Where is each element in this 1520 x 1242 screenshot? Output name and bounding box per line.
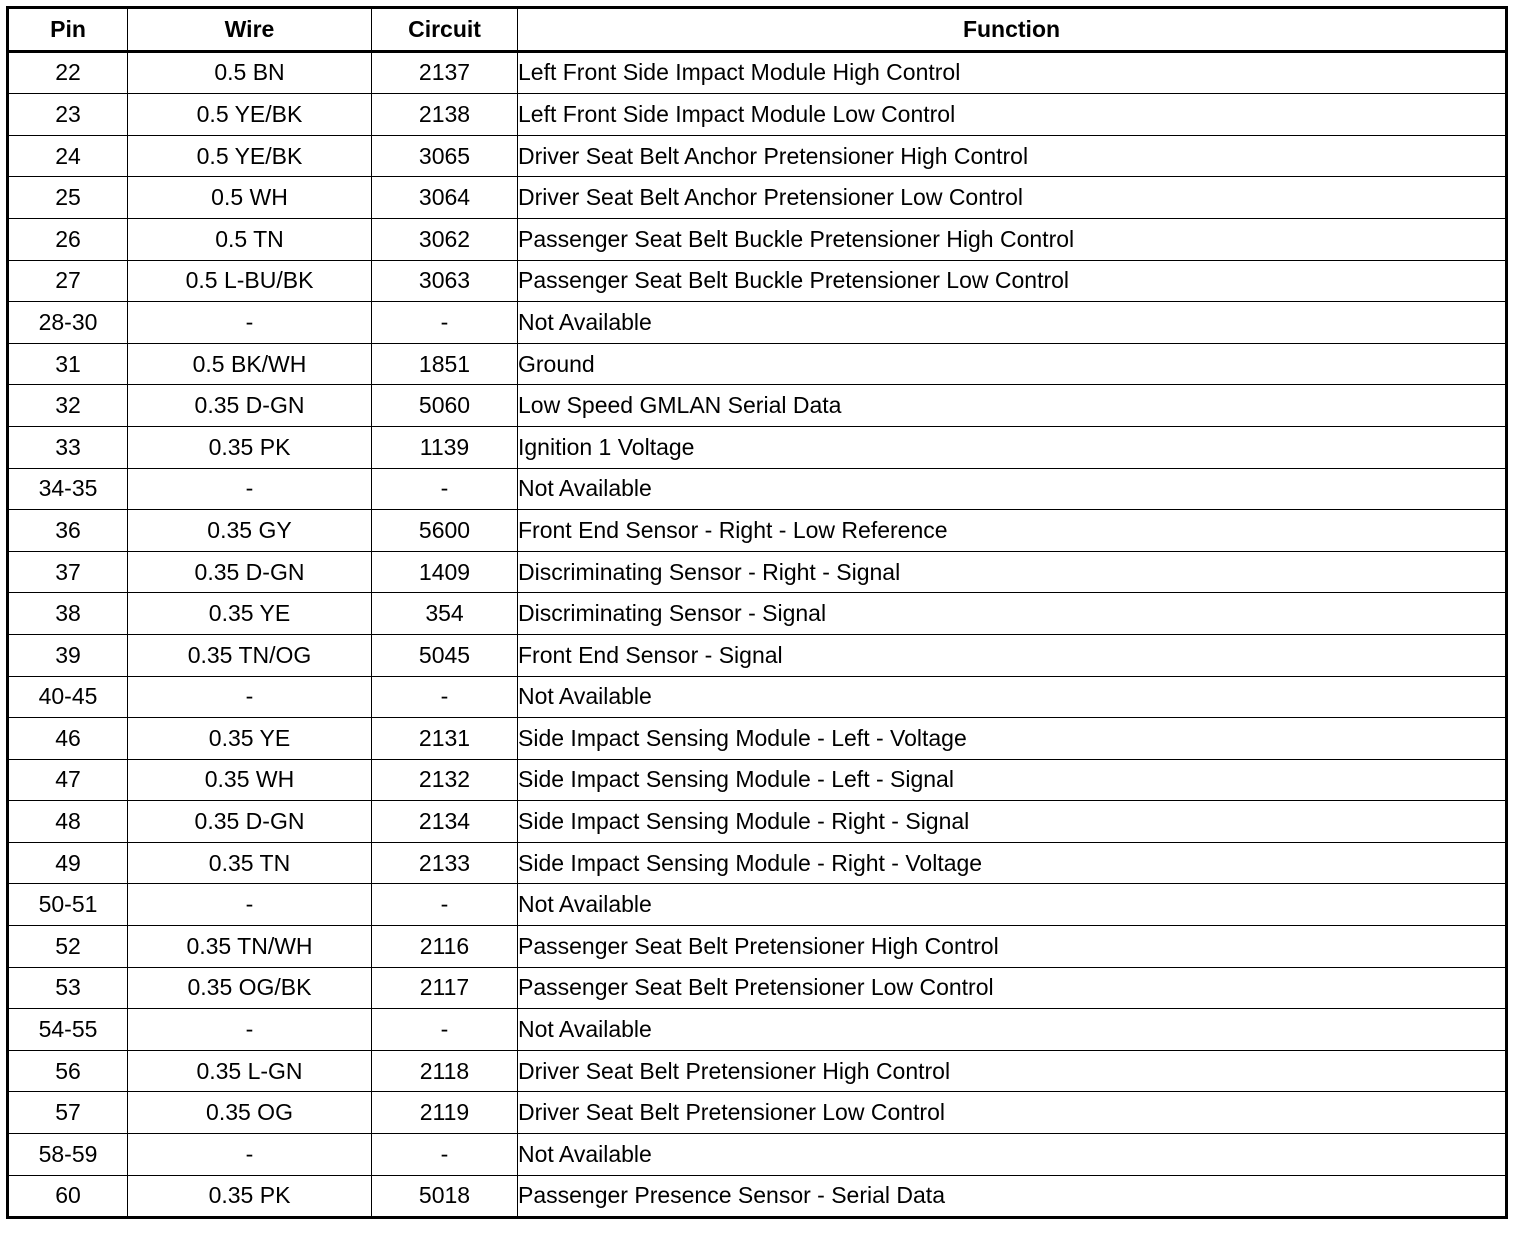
cell-pin: 57 [8,1092,128,1134]
cell-function: Front End Sensor - Right - Low Reference [518,510,1507,552]
cell-circuit: 2138 [372,94,518,136]
cell-pin: 32 [8,385,128,427]
cell-circuit: - [372,468,518,510]
cell-function: Driver Seat Belt Anchor Pretensioner Low Control [518,177,1507,219]
table-row [8,1009,1507,1051]
cell-pin: 56 [8,1050,128,1092]
cell-circuit: 2132 [372,759,518,801]
cell-wire: 0.5 YE/BK [128,135,372,177]
table-row [8,676,1507,718]
cell-circuit: 3063 [372,260,518,302]
cell-pin: 38 [8,593,128,635]
table-row [8,1175,1507,1218]
cell-circuit: 5018 [372,1175,518,1218]
cell-function: Not Available [518,676,1507,718]
table-row [8,302,1507,344]
cell-circuit: 2118 [372,1050,518,1092]
table-row [8,51,1507,94]
cell-pin: 26 [8,218,128,260]
cell-function: Driver Seat Belt Anchor Pretensioner High Control [518,135,1507,177]
table-row [8,135,1507,177]
header-row [8,8,1507,52]
cell-wire: 0.35 D-GN [128,551,372,593]
cell-wire: 0.35 PK [128,1175,372,1218]
table-row [8,1134,1507,1176]
cell-circuit: 5060 [372,385,518,427]
cell-wire: 0.35 L-GN [128,1050,372,1092]
cell-function: Side Impact Sensing Module - Right - Signal [518,801,1507,843]
cell-function: Side Impact Sensing Module - Left - Signal [518,759,1507,801]
cell-wire: 0.35 WH [128,759,372,801]
cell-pin: 54-55 [8,1009,128,1051]
table-row [8,260,1507,302]
cell-circuit: 354 [372,593,518,635]
cell-wire: 0.35 TN [128,842,372,884]
cell-wire: 0.35 D-GN [128,385,372,427]
cell-function: Ignition 1 Voltage [518,426,1507,468]
cell-wire: 0.35 TN/OG [128,634,372,676]
cell-pin: 46 [8,718,128,760]
cell-wire: 0.35 OG [128,1092,372,1134]
cell-pin: 47 [8,759,128,801]
cell-circuit: - [372,676,518,718]
cell-circuit: 1409 [372,551,518,593]
table-body [8,51,1507,1218]
cell-wire: 0.5 L-BU/BK [128,260,372,302]
cell-circuit: - [372,884,518,926]
cell-wire: - [128,884,372,926]
table-row [8,1092,1507,1134]
cell-function: Front End Sensor - Signal [518,634,1507,676]
cell-pin: 48 [8,801,128,843]
table-row [8,842,1507,884]
connector-pinout-table [6,6,1508,1219]
cell-pin: 22 [8,51,128,94]
cell-wire: 0.35 GY [128,510,372,552]
cell-function: Driver Seat Belt Pretensioner Low Control [518,1092,1507,1134]
table-row [8,593,1507,635]
cell-circuit: 2131 [372,718,518,760]
cell-wire: 0.35 YE [128,718,372,760]
cell-function: Not Available [518,1009,1507,1051]
header-pin: Pin [8,8,128,52]
cell-circuit: 2119 [372,1092,518,1134]
cell-function: Discriminating Sensor - Signal [518,593,1507,635]
cell-function: Ground [518,343,1507,385]
cell-pin: 23 [8,94,128,136]
cell-circuit: - [372,1134,518,1176]
cell-wire: 0.35 TN/WH [128,926,372,968]
cell-function: Passenger Seat Belt Buckle Pretensioner Low Control [518,260,1507,302]
cell-function: Left Front Side Impact Module High Control [518,51,1507,94]
cell-circuit: 2116 [372,926,518,968]
cell-wire: - [128,1009,372,1051]
table-row [8,426,1507,468]
table-row [8,94,1507,136]
cell-pin: 24 [8,135,128,177]
cell-pin: 36 [8,510,128,552]
cell-pin: 52 [8,926,128,968]
cell-circuit: 2134 [372,801,518,843]
cell-pin: 33 [8,426,128,468]
cell-circuit: 2133 [372,842,518,884]
table-row [8,551,1507,593]
cell-function: Not Available [518,1134,1507,1176]
cell-wire: 0.35 YE [128,593,372,635]
cell-function: Side Impact Sensing Module - Right - Voltage [518,842,1507,884]
table-row [8,759,1507,801]
cell-circuit: 3062 [372,218,518,260]
cell-pin: 58-59 [8,1134,128,1176]
cell-circuit: 5045 [372,634,518,676]
cell-circuit: - [372,1009,518,1051]
cell-function: Driver Seat Belt Pretensioner High Control [518,1050,1507,1092]
cell-circuit: 1139 [372,426,518,468]
cell-pin: 53 [8,967,128,1009]
header-wire: Wire [128,8,372,52]
table-row [8,926,1507,968]
cell-circuit: 2137 [372,51,518,94]
cell-function: Passenger Seat Belt Pretensioner High Control [518,926,1507,968]
table-row [8,884,1507,926]
cell-circuit: 5600 [372,510,518,552]
cell-pin: 49 [8,842,128,884]
cell-wire: 0.5 YE/BK [128,94,372,136]
cell-circuit: 1851 [372,343,518,385]
cell-pin: 27 [8,260,128,302]
cell-function: Low Speed GMLAN Serial Data [518,385,1507,427]
cell-circuit: - [372,302,518,344]
table-row [8,385,1507,427]
cell-wire: - [128,1134,372,1176]
table-row [8,718,1507,760]
cell-pin: 50-51 [8,884,128,926]
cell-wire: - [128,676,372,718]
cell-wire: 0.5 BK/WH [128,343,372,385]
cell-wire: 0.35 PK [128,426,372,468]
cell-function: Discriminating Sensor - Right - Signal [518,551,1507,593]
cell-wire: - [128,302,372,344]
table-row [8,468,1507,510]
table-row [8,177,1507,219]
header-circuit: Circuit [372,8,518,52]
cell-circuit: 2117 [372,967,518,1009]
cell-wire: - [128,468,372,510]
cell-function: Passenger Presence Sensor - Serial Data [518,1175,1507,1218]
cell-function: Side Impact Sensing Module - Left - Voltage [518,718,1507,760]
table-row [8,634,1507,676]
cell-pin: 28-30 [8,302,128,344]
cell-pin: 37 [8,551,128,593]
table-header [8,8,1507,52]
cell-pin: 31 [8,343,128,385]
cell-pin: 60 [8,1175,128,1218]
cell-wire: 0.5 WH [128,177,372,219]
table-row [8,801,1507,843]
cell-pin: 39 [8,634,128,676]
cell-circuit: 3064 [372,177,518,219]
cell-wire: 0.35 OG/BK [128,967,372,1009]
header-function: Function [518,8,1507,52]
cell-function: Passenger Seat Belt Pretensioner Low Control [518,967,1507,1009]
cell-function: Not Available [518,302,1507,344]
table-row [8,510,1507,552]
table-row [8,967,1507,1009]
cell-pin: 25 [8,177,128,219]
cell-wire: 0.5 TN [128,218,372,260]
cell-function: Not Available [518,468,1507,510]
cell-function: Not Available [518,884,1507,926]
cell-pin: 40-45 [8,676,128,718]
table-row [8,1050,1507,1092]
cell-wire: 0.35 D-GN [128,801,372,843]
cell-wire: 0.5 BN [128,51,372,94]
table-row [8,343,1507,385]
table-row [8,218,1507,260]
cell-function: Passenger Seat Belt Buckle Pretensioner High Control [518,218,1507,260]
cell-pin: 34-35 [8,468,128,510]
cell-circuit: 3065 [372,135,518,177]
cell-function: Left Front Side Impact Module Low Control [518,94,1507,136]
